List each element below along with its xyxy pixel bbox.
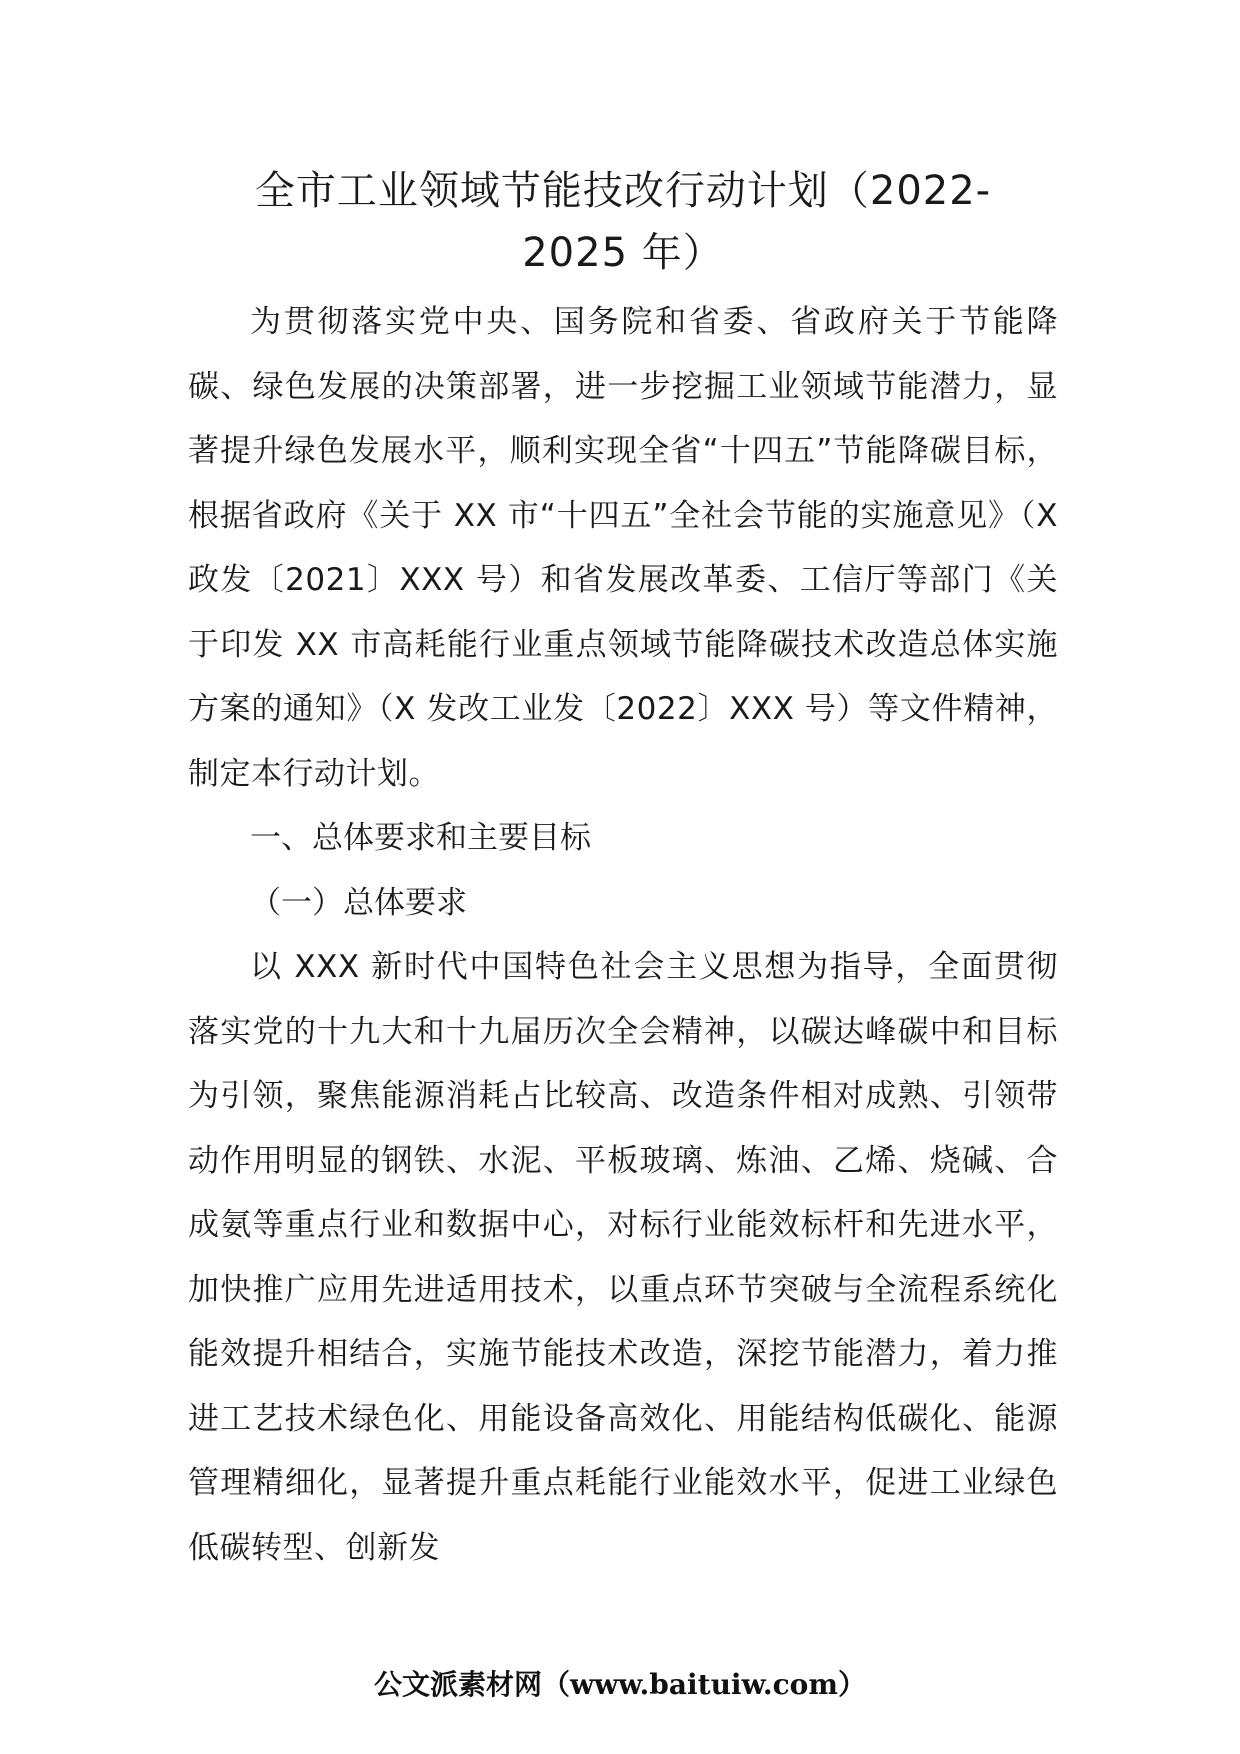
footer-watermark: 公文派素材网（www.baituiw.com） — [374, 1668, 866, 1701]
requirements-paragraph: 以 XXX 新时代中国特色社会主义思想为指导，全面贯彻落实党的十九大和十九届历次全会精神，以碳达峰碳中和目标为引领，聚焦能源消耗占比较高、改造条件相对成熟、引领带动作用明显的钢铁、水泥、平板玻璃、炼油、乙烯、烧碱、合成氨等重点行业和数据中心，对标行业能效标杆和先进水平，加快推广应用先进适用技术，以重点环节突破与全流程系统化能效提升相结合，实施节能技术改造，深挖节能潜力，着力推进工艺技术绿色化、用能设备高效化、用能结构低碳化、能源管理精细化，显著提升重点耗能行业能效水平，促进工业绿色低碳转型、创新发 — [188, 949, 1058, 1566]
section-heading-1: 一、总体要求和主要目标 — [250, 820, 591, 856]
subsection-heading-1: （一）总体要求 — [250, 884, 467, 921]
intro-paragraph: 为贯彻落实党中央、国务院和省委、省政府关于节能降碳、绿色发展的决策部署，进一步挖掘工业领域节能潜力，显著提升绿色发展水平，顺利实现全省“十四五”节能降碳目标，根据省政府《关于 XX 市“十四五”全社会节能的实施意见》（X 政发〔2021〕XXX 号）和省发展改革委、工信厅等部门《关于印发 XX 市高耗能行业重点领域节能降碳技术改造总体实施方案的通知》（X 发改工业发〔2022〕XXX 号）等文件精神，制定本行动计划。 — [188, 304, 1058, 792]
document-title — [188, 160, 1058, 284]
title-line-2: 2025 年） — [522, 230, 724, 276]
document-body — [188, 160, 1058, 1580]
title-line-1: 全市工业领域节能技改行动计划（2022- — [254, 168, 992, 214]
